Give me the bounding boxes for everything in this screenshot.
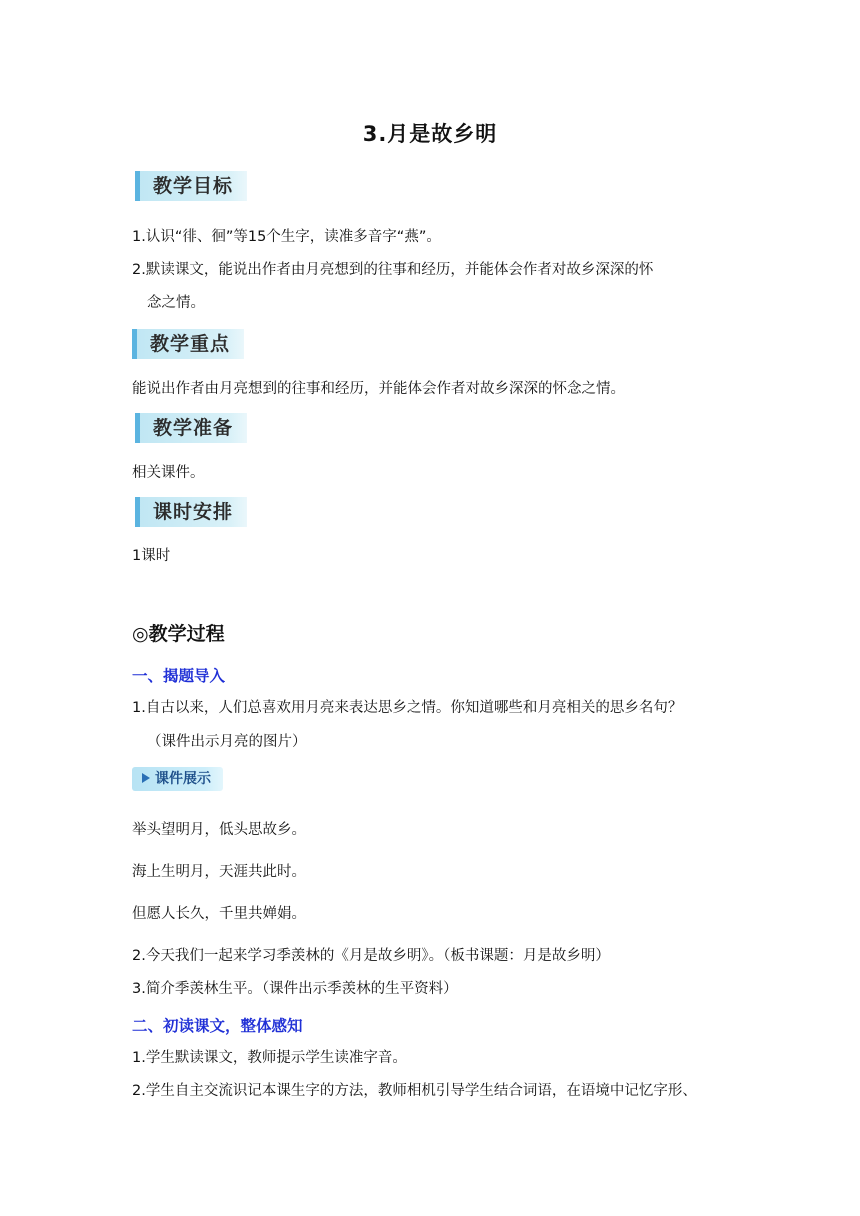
prep-text: 相关课件。 [132, 465, 205, 481]
key-text: 能说出作者由月亮想到的往事和经历，并能体会作者对故乡深深的怀念之情。 [132, 381, 625, 397]
section-badge-key: 教学重点 [132, 329, 244, 359]
part1-q3: 3.简介季羡林生平。（课件出示季羡林的生平资料） [132, 981, 458, 997]
part1-q1: 1.自古以来，人们总喜欢用月亮来表达思乡之情。你知道哪些和月亮相关的思乡名句？ [132, 700, 683, 716]
goal-item-2: 2.默读课文，能说出作者由月亮想到的往事和经历，并能体会作者对故乡深深的怀 [132, 262, 654, 278]
poem-line-1: 举头望明月，低头思故乡。 [132, 822, 306, 838]
poem-line-3: 但愿人长久，千里共婵娟。 [132, 906, 306, 922]
section-badge-prep: 教学准备 [135, 413, 247, 443]
part1-heading: 一、揭题导入 [132, 667, 226, 685]
process-heading: ◎教学过程 [132, 623, 225, 645]
part2-item-1: 1.学生默读课文，教师提示学生读准字音。 [132, 1050, 407, 1066]
part2-heading: 二、初读课文，整体感知 [132, 1017, 303, 1035]
poem-line-2: 海上生明月，天涯共此时。 [132, 864, 306, 880]
section-badge-goals: 教学目标 [135, 171, 247, 201]
courseware-show-badge [132, 767, 223, 791]
part1-q2: 2.今天我们一起来学习季羡林的《月是故乡明》。（板书课题：月是故乡明） [132, 948, 610, 964]
courseware-show-label: 课件展示 [155, 771, 211, 787]
part1-q1-note: （课件出示月亮的图片） [147, 734, 307, 750]
schedule-text: 1课时 [132, 548, 171, 564]
goal-item-2-cont: 念之情。 [147, 295, 205, 311]
part2-item-2: 2.学生自主交流识记本课生字的方法，教师相机引导学生结合词语，在语境中记忆字形、 [132, 1083, 697, 1099]
goal-item-1: 1.认识“徘、徊”等15个生字，读准多音字“燕”。 [132, 229, 441, 245]
play-triangle-icon [142, 773, 150, 783]
section-badge-schedule: 课时安排 [135, 497, 247, 527]
page-title: 3.月是故乡明 [362, 122, 498, 146]
